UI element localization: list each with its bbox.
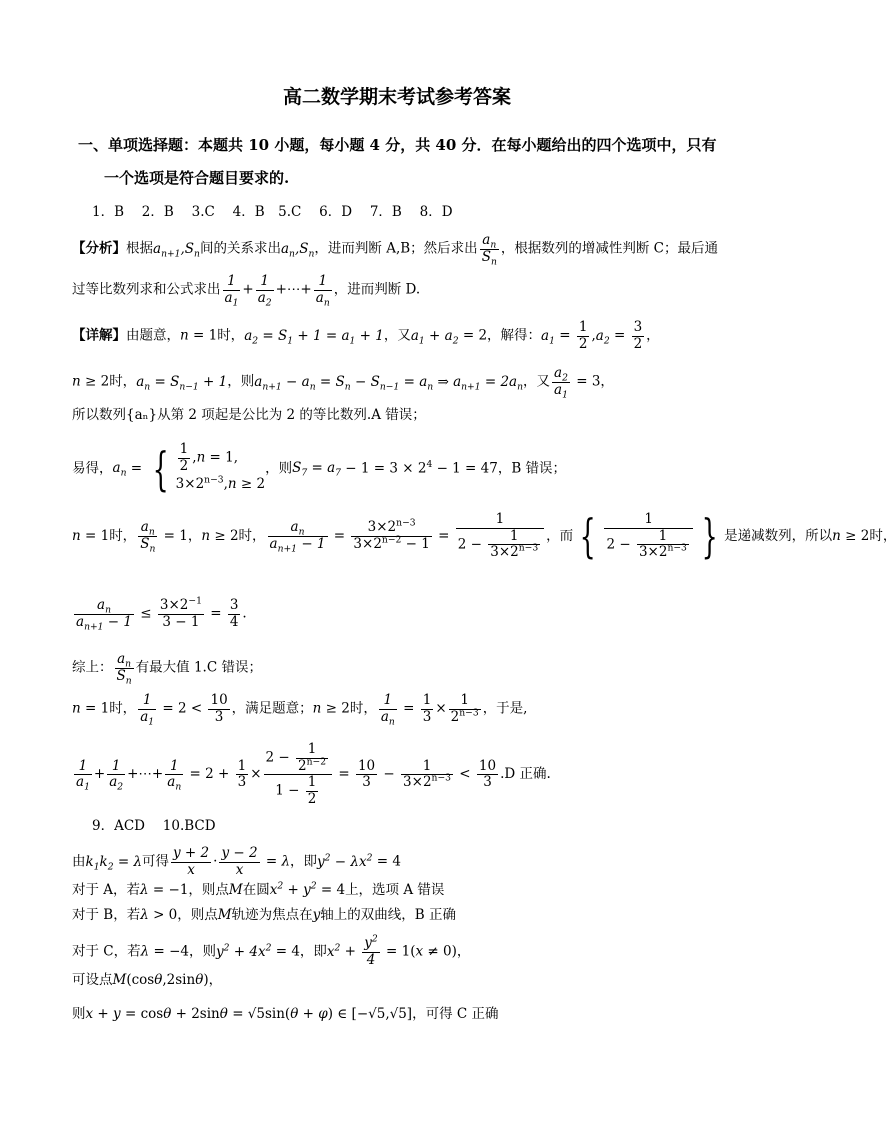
detail-line3: 所以数列{aₙ}从第 2 项起是公比为 2 的等比数列.A 错误； <box>72 407 426 423</box>
text: 时， <box>109 373 137 390</box>
q9-line6: 则x + y = cosθ + 2sinθ = √5sin(θ + φ) ∈ [−√5,√5]，可得 C 正确 <box>72 1006 499 1022</box>
text: ，根据数列的增减性判断 C；最后通 <box>500 240 718 257</box>
answers-1-8: 1．B 2．B 3.C 4．B 5.C 6．D 7．B 8．D <box>92 204 453 220</box>
text: 时， <box>349 700 377 717</box>
text: ，满足题意； <box>231 700 313 717</box>
detail-line4: 易得，$a_n$ = { $\frac{1}{2}$ ,n = 1, $3\times 2^{n-3},n \ge 2$，则$S_7 = a_7 - 1 = 3 \times 2^4 - 1 = 47$，B 错误； <box>72 441 567 496</box>
detail-line1: 【详解】由题意，n = 1时，$a_2 = S_1 + 1 = a_1 + 1$，又$a_1 + a_2 = 2$，解得：$a_1$ = $\frac{1}{2}$ $,a_2$ = $\frac{3}{2}$ ， <box>72 319 660 352</box>
q9-line4: 对于 C，若λ = −4，则$y^2 + 4x^2 = 4$，即$x^2$ + $\frac{y^2}{4}$ = 1(x ≠ 0)， <box>72 933 471 968</box>
section-heading-line2: 一个选项是符合题目要求的. <box>104 169 290 187</box>
text: 轨迹为焦点在 <box>231 907 313 923</box>
text: ，于是, <box>482 700 528 717</box>
q9-line2: 对于 A，若λ = −1，则点M在圆$x^2 + y^2 = 4$上，选项 A 错误 <box>72 880 445 898</box>
answers-9-10: 9．ACD 10.BCD <box>92 818 216 834</box>
text: 有最大值 1.C 错误； <box>135 659 262 676</box>
text: ，又 <box>383 327 411 344</box>
text: 轴上的双曲线，B 正确 <box>320 907 456 923</box>
page-title: 高二数学期末考试参考答案 <box>282 86 511 108</box>
analysis-tag: 【分析】 <box>72 240 126 257</box>
text: ， <box>187 527 202 544</box>
text: 时， <box>869 527 896 544</box>
fraction: $\frac{a_n}{S_n}$ <box>481 232 497 268</box>
analysis-line2: 过等比数列求和公式求出 $\frac{1}{a_1}$ + $\frac{1}{a_2}$ +⋯+ $\frac{1}{a_n}$ ，进而判断 D. <box>72 273 421 309</box>
text: 对于 B，若 <box>72 907 141 923</box>
text: 时， <box>217 327 245 344</box>
text: 根据 <box>126 240 153 257</box>
text: ，进而判断 A,B；然后求出 <box>314 240 478 257</box>
detail-line2: n ≥ 2时，$a_n = S_{n-1} + 1$，则$a_{n+1} - a_n = S_n - S_{n-1} = a_n$ ⇒ $a_{n+1} = 2a_n$，又 $\frac{a_2}{a_1}$ = 3， <box>72 365 614 401</box>
text: ，则 <box>227 373 255 390</box>
text: 对于 A，若 <box>72 882 141 898</box>
text: ，即 <box>299 943 327 960</box>
detail-line7: 综上： $\frac{a_n}{S_n}$ 有最大值 1.C 错误； <box>72 651 262 687</box>
detail-line9: $\frac{1}{a_1}$ + $\frac{1}{a_2}$ +⋯+ $\frac{1}{a_n}$ = 2 + $\frac{1}{3}$ × 2 − $\frac{1}{2^{n-2}}$ 1 − $\frac{1}{2}$ = $\frac{10}{3}$ − $\frac{1}{3\times 2^{n-3}}$ < $\frac{10}{3}$ .D 正确. <box>76 741 551 807</box>
q9-line5: 可设点M(cosθ,2sinθ)， <box>72 972 223 988</box>
q9-line1: 由$k_1k_2 = \lambda$可得 $\frac{y + 2}{x}$ · $\frac{y - 2}{x}$ = λ，即$y^2 - \lambda x^2 = 4$ <box>72 845 401 878</box>
text: 则 <box>72 1006 86 1022</box>
text: ，可得 C 正确 <box>412 1006 499 1022</box>
text: ，即 <box>290 853 318 870</box>
text: 对于 C，若 <box>72 943 141 960</box>
text: ，则 <box>265 460 293 477</box>
detail-tag: 【详解】 <box>72 327 126 344</box>
text: 时， <box>109 527 137 544</box>
text: ，则点 <box>177 907 218 923</box>
text: ，进而判断 D. <box>333 281 421 298</box>
detail-line8: n = 1时， $\frac{1}{a_1}$ = 2 < $\frac{10}{3}$ ，满足题意；n ≥ 2时， $\frac{1}{a_n}$ = $\frac{1}{3}$ × $\frac{1}{2^{n-3}}$ ，于是, <box>72 692 528 728</box>
detail-line5: n = 1时， $\frac{a_n}{S_n}$ = 1，n ≥ 2时， $\frac{a_n}{a_{n+1} - 1}$ = $\frac{3\times 2^{n-3}}{3\times 2^{n-2} - 1}$ = 1 2 − $\frac{1}{3\times 2^{n-3}}$ ，而 { 1 2 − $\frac{1}{3\times 2^{n-3}}$ } 是递减数列，所以n ≥ 2时， <box>72 509 896 564</box>
text: ，解得： <box>487 327 542 344</box>
text: 易得， <box>72 460 113 477</box>
text: 在圆 <box>242 882 270 898</box>
analysis-line1: 【分析】根据$a_{n+1},S_n$间的关系求出$a_n,S_n$，进而判断 A,B；然后求出 $\frac{a_n}{S_n}$ ，根据数列的增减性判断 C；最后通 <box>72 232 718 268</box>
text: 可设点 <box>72 972 113 988</box>
text: ，则 <box>188 943 216 960</box>
text: 时， <box>109 700 137 717</box>
text: ，B 错误； <box>497 460 567 477</box>
text: 由题意， <box>126 327 180 344</box>
text: ，而 <box>546 527 574 544</box>
text: 综上： <box>72 659 113 676</box>
text: 时， <box>238 527 266 544</box>
text: ，则点 <box>188 882 229 898</box>
text: ，又 <box>523 373 551 390</box>
text: 是递减数列，所以 <box>724 527 833 544</box>
text: 间的关系求出 <box>199 240 281 257</box>
text: 上，选项 A 错误 <box>345 882 445 898</box>
text: 由 <box>72 853 86 870</box>
text: D 正确. <box>504 766 551 783</box>
text: 过等比数列求和公式求出 <box>72 281 221 298</box>
section-heading-line1: 一、单项选择题：本题共 10 小题，每小题 4 分，共 40 分．在每小题给出的四个选项中，只有 <box>78 136 717 154</box>
text: 可得 <box>142 853 170 870</box>
q9-line3: 对于 B，若λ > 0，则点M轨迹为焦点在y轴上的双曲线，B 正确 <box>72 907 456 923</box>
detail-line6: $\frac{a_n}{a_{n+1} - 1}$ ≤ $\frac{3\times 2^{-1}}{3 - 1}$ = $\frac{3}{4}$ . <box>76 595 247 633</box>
